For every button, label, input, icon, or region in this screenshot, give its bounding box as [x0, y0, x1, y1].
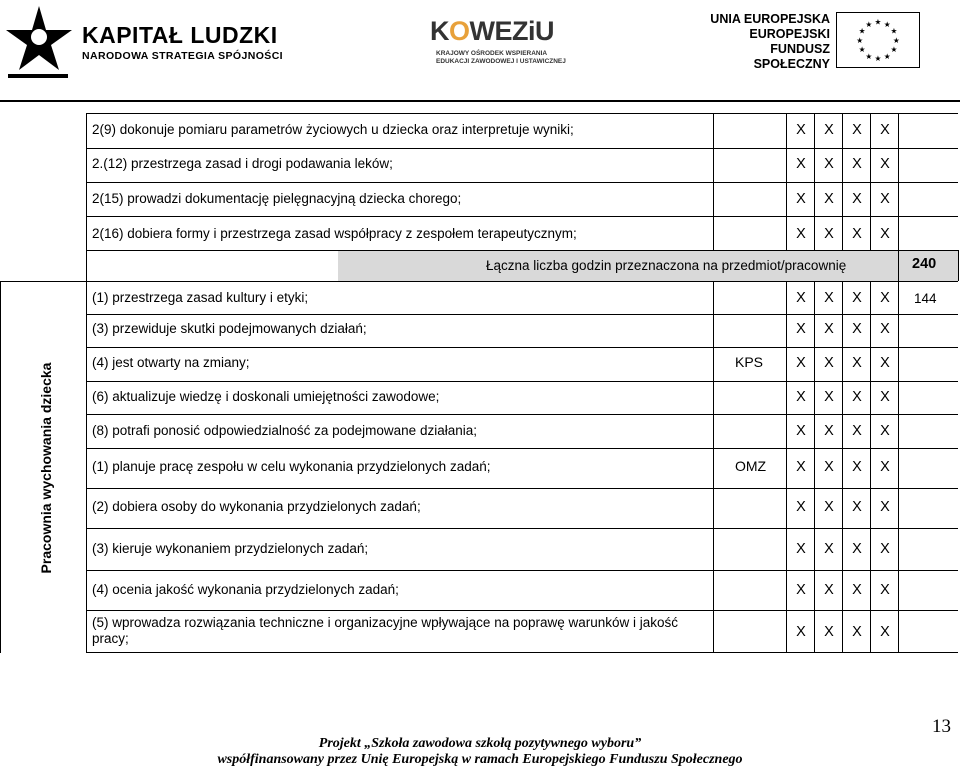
- grid-line: [86, 448, 958, 449]
- x-mark: X: [796, 389, 806, 405]
- x-mark: X: [796, 459, 806, 475]
- x-mark: X: [824, 321, 834, 337]
- grid-line: [86, 314, 958, 315]
- x-mark: X: [852, 290, 862, 306]
- x-mark: X: [824, 226, 834, 242]
- x-mark: X: [796, 624, 806, 640]
- grid-line: [86, 113, 87, 653]
- x-mark: X: [852, 321, 862, 337]
- grid-line: [86, 381, 958, 382]
- grid-line: [86, 347, 958, 348]
- grid-line: [86, 488, 958, 489]
- table-row-text: (3) przewiduje skutki podejmowanych działań;: [92, 321, 367, 336]
- eu-star-icon: ★: [883, 51, 891, 61]
- table-row-text: (2) dobiera osoby do wykonania przydzielonych zadań;: [92, 499, 421, 514]
- grid-line: [842, 113, 843, 250]
- table-row-text: 2.(12) przestrzega zasad i drogi podawania leków;: [92, 156, 393, 171]
- x-mark: X: [824, 156, 834, 172]
- grid-line: [786, 113, 787, 250]
- grid-line: [842, 281, 843, 653]
- grid-line: [86, 182, 958, 183]
- grid-line: [870, 113, 871, 250]
- grid-line: [86, 113, 958, 114]
- eu-star-icon: ★: [890, 26, 898, 36]
- x-mark: X: [880, 423, 890, 439]
- summary-value: 240: [912, 256, 937, 272]
- table-row-text: (4) jest otwarty na zmiany;: [92, 355, 250, 370]
- x-mark: X: [852, 459, 862, 475]
- page-header: [0, 0, 960, 98]
- x-mark: X: [796, 226, 806, 242]
- grid-line: [898, 281, 899, 653]
- grid-line: [86, 148, 958, 149]
- x-mark: X: [824, 423, 834, 439]
- kapital-ludzki-title: KAPITAŁ LUDZKI: [82, 22, 278, 48]
- x-mark: X: [880, 122, 890, 138]
- x-mark: X: [852, 355, 862, 371]
- section-label: Pracownia wychowania dziecka: [38, 362, 54, 574]
- x-mark: X: [880, 226, 890, 242]
- grid-line: [86, 414, 958, 415]
- x-mark: X: [796, 122, 806, 138]
- x-mark: X: [824, 355, 834, 371]
- x-mark: X: [852, 226, 862, 242]
- group-code-kps: KPS: [735, 354, 764, 370]
- eu-star-icon: ★: [874, 54, 882, 64]
- grid-line: [86, 250, 958, 251]
- grid-line: [870, 281, 871, 653]
- x-mark: X: [796, 321, 806, 337]
- x-mark: X: [852, 156, 862, 172]
- x-mark: X: [824, 122, 834, 138]
- table-row-text: (1) planuje pracę zespołu w celu wykonania przydzielonych zadań;: [92, 459, 491, 474]
- eu-star-icon: ★: [892, 35, 900, 45]
- footer-line-2: współfinansowany przez Unię Europejską w ramach Europejskiego Funduszu Społecznego: [217, 752, 743, 767]
- table-row-text: 2(9) dokonuje pomiaru parametrów życiowych u dziecka oraz interpretuje wyniki;: [92, 122, 574, 137]
- grid-line: [786, 281, 787, 653]
- x-mark: X: [796, 191, 806, 207]
- x-mark: X: [852, 389, 862, 405]
- grid-line: [814, 113, 815, 250]
- x-mark: X: [880, 541, 890, 557]
- x-mark: X: [880, 389, 890, 405]
- grid-line: [713, 113, 714, 250]
- x-mark: X: [852, 624, 862, 640]
- x-mark: X: [880, 459, 890, 475]
- x-mark: X: [880, 355, 890, 371]
- table-row-text: 2(16) dobiera formy i przestrzega zasad współpracy z zespołem terapeutycznym;: [92, 226, 577, 241]
- grid-line: [86, 610, 958, 611]
- eu-star-icon: ★: [874, 17, 882, 27]
- table-row-text: (8) potrafi ponosić odpowiedzialność za podejmowane działania;: [92, 423, 477, 438]
- grid-line: [958, 250, 959, 281]
- x-mark: X: [880, 582, 890, 598]
- x-mark: X: [852, 191, 862, 207]
- eu-star-icon: ★: [856, 35, 864, 45]
- eu-star-icon: ★: [858, 26, 866, 36]
- x-mark: X: [824, 499, 834, 515]
- x-mark: X: [852, 582, 862, 598]
- eu-star-icon: ★: [890, 45, 898, 55]
- x-mark: X: [880, 624, 890, 640]
- x-mark: X: [796, 423, 806, 439]
- eu-text: UNIA EUROPEJSKA EUROPEJSKI FUNDUSZ SPOŁECZNY: [710, 12, 830, 71]
- x-mark: X: [852, 499, 862, 515]
- table-row-text: 2(15) prowadzi dokumentację pielęgnacyjną dziecka chorego;: [92, 191, 462, 206]
- x-mark: X: [880, 499, 890, 515]
- table-row-text: (1) przestrzega zasad kultury i etyki;: [92, 290, 309, 305]
- table-row-text: (3) kieruje wykonaniem przydzielonych zadań;: [92, 541, 369, 556]
- eu-logo: [700, 12, 925, 82]
- page-number: 13: [932, 716, 951, 737]
- grid-line: [86, 652, 958, 653]
- kapital-ludzki-star-icon: [6, 4, 76, 82]
- x-mark: X: [796, 156, 806, 172]
- x-mark: X: [796, 290, 806, 306]
- kowezu-logo: [428, 8, 578, 90]
- x-mark: X: [880, 290, 890, 306]
- grid-line: [814, 281, 815, 653]
- x-mark: X: [824, 582, 834, 598]
- x-mark: X: [824, 541, 834, 557]
- grid-line: [0, 281, 1, 653]
- x-mark: X: [796, 499, 806, 515]
- x-mark: X: [824, 389, 834, 405]
- kapital-ludzki-logo: [6, 4, 283, 84]
- kowezu-subtitle: KRAJOWY OŚRODEK WSPIERANIA EDUKACJI ZAWODOWEJ I USTAWICZNEJ: [436, 50, 566, 65]
- grid-line: [713, 281, 714, 653]
- x-mark: X: [796, 582, 806, 598]
- x-mark: X: [824, 459, 834, 475]
- eu-star-icon: ★: [858, 45, 866, 55]
- eu-star-icon: ★: [883, 19, 891, 29]
- x-mark: X: [824, 624, 834, 640]
- section-hours: 144: [914, 291, 937, 306]
- grid-line: [898, 113, 899, 281]
- x-mark: X: [880, 191, 890, 207]
- kapital-ludzki-subtitle: NARODOWA STRATEGIA SPÓJNOŚCI: [82, 50, 283, 62]
- table-row-text: (4) ocenia jakość wykonania przydzielonych zadań;: [92, 582, 399, 597]
- grid-line: [86, 216, 958, 217]
- grid-line: [86, 570, 958, 571]
- grid-line: [86, 528, 958, 529]
- x-mark: X: [852, 541, 862, 557]
- group-code-omz: OMZ: [735, 458, 767, 474]
- eu-star-icon: ★: [865, 19, 873, 29]
- x-mark: X: [880, 321, 890, 337]
- x-mark: X: [852, 122, 862, 138]
- eu-flag-icon: [836, 12, 920, 68]
- header-divider: [0, 100, 960, 102]
- x-mark: X: [824, 191, 834, 207]
- eu-star-icon: ★: [865, 51, 873, 61]
- footer-line-1: Projekt „Szkoła zawodowa szkołą pozytywnego wyboru”: [318, 736, 642, 751]
- summary-label: Łączna liczba godzin przeznaczona na przedmiot/pracownię: [486, 258, 847, 273]
- x-mark: X: [852, 423, 862, 439]
- x-mark: X: [796, 541, 806, 557]
- table-row-text: (6) aktualizuje wiedzę i doskonali umiejętności zawodowe;: [92, 389, 440, 404]
- x-mark: X: [796, 355, 806, 371]
- x-mark: X: [824, 290, 834, 306]
- kowezu-name: KOWEZiU: [430, 16, 555, 46]
- x-mark: X: [880, 156, 890, 172]
- table-row-text: (5) wprowadza rozwiązania techniczne i organizacyjne wpływające na poprawę warunków i jakość pracy;: [92, 615, 679, 646]
